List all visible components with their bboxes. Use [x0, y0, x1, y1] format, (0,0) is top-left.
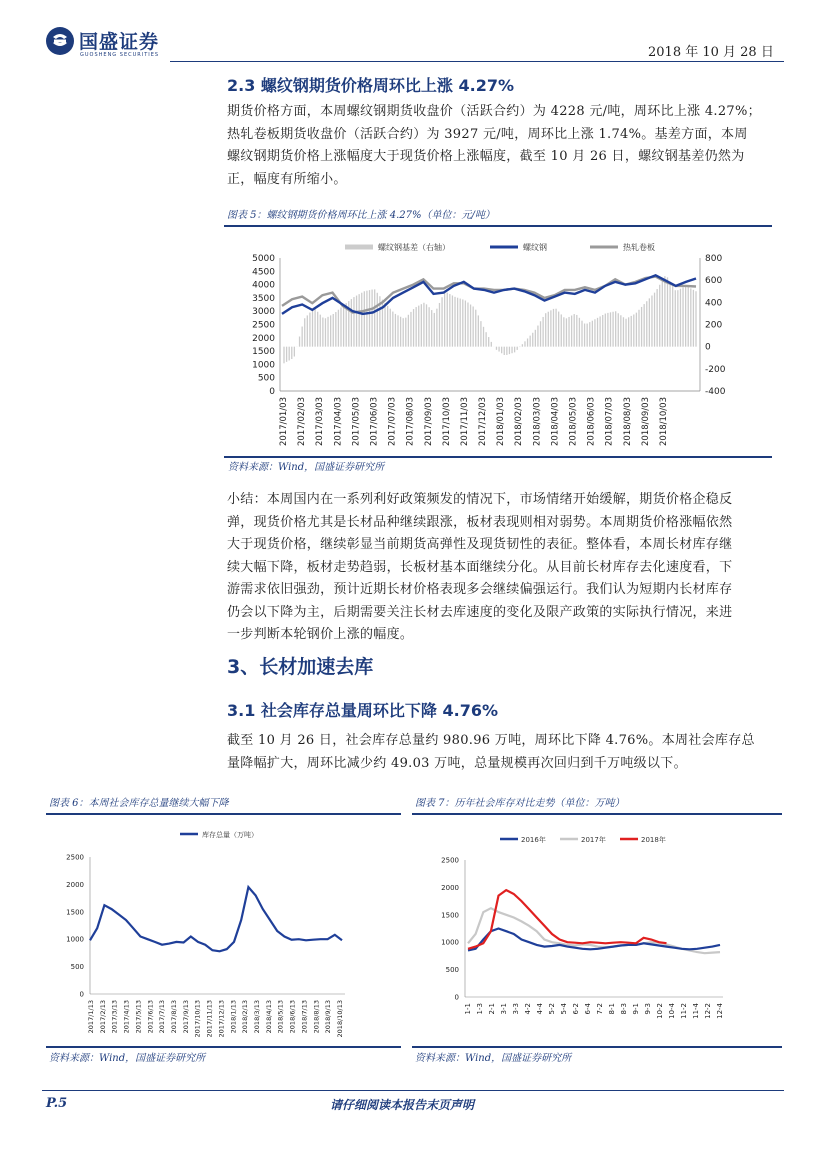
x-tick-label: 2017/03/03 — [315, 397, 326, 446]
para-line: 小结：本周国内在一系列利好政策频发的情况下，市场情绪开始缓解，期货价格企稳反 — [227, 492, 733, 507]
x-tick-label: 9-1 — [632, 1003, 640, 1015]
legend-label: 2016年 — [521, 836, 546, 844]
x-tick-label: 2018/6/13 — [288, 1000, 297, 1034]
x-tick-label: 2017/8/13 — [170, 1000, 178, 1034]
x-tick-label: 6-2 — [572, 1003, 580, 1015]
x-tick-label: 2018/2/13 — [241, 1000, 250, 1034]
x-tick-label: 2018/9/13 — [324, 1000, 333, 1034]
y-left-tick-label: 1000 — [252, 360, 275, 371]
figure5-source: 资料来源：Wind，国盛证券研究所 — [228, 462, 385, 473]
x-tick-label: 10-4 — [668, 1003, 676, 1019]
y-tick-label: 1500 — [66, 908, 84, 917]
x-tick-label: 2018/1/13 — [229, 1000, 238, 1034]
x-tick-label: 5-4 — [560, 1003, 568, 1015]
x-tick-label: 2017/09/03 — [423, 397, 434, 446]
y-left-tick-label: 4500 — [252, 267, 275, 278]
x-tick-label: 2017/10/03 — [441, 397, 452, 446]
y-tick-label: 1000 — [441, 938, 459, 947]
x-tick-label: 2017/12/13 — [217, 1000, 226, 1038]
para-line: 截至 10 月 26 日，社会库存总量约 980.96 万吨，周环比下降 4.76%。本周社会库存总 — [227, 733, 755, 748]
x-tick-label: 11-4 — [692, 1003, 700, 1019]
y-right-tick-label: -200 — [705, 364, 726, 375]
section-3-title: 3、长材加速去库 — [227, 656, 374, 678]
y-left-tick-label: 500 — [257, 373, 275, 384]
report-date: 2018 年 10 月 28 日 — [648, 45, 774, 60]
x-tick-label: 2018/10/03 — [659, 397, 669, 446]
x-tick-label: 8-1 — [608, 1003, 616, 1015]
figure7-chart — [415, 822, 780, 1044]
x-tick-label: 2018/10/13 — [336, 1000, 344, 1038]
y-left-tick-label: 2500 — [252, 320, 275, 331]
y-tick-label: 0 — [79, 990, 84, 999]
x-tick-label: 2017/4/13 — [122, 1000, 131, 1034]
header-divider — [170, 61, 784, 62]
para-line: 螺纹钢期货价格上涨幅度大于现货价格上涨幅度，截至 10 月 26 日，螺纹钢基差仍然为 — [227, 149, 745, 164]
y-tick-label: 0 — [454, 993, 459, 1002]
y-right-tick-label: 200 — [705, 320, 723, 331]
x-tick-label: 4-4 — [536, 1003, 544, 1015]
x-tick-label: 11-2 — [680, 1003, 688, 1019]
x-tick-label: 10-2 — [656, 1003, 664, 1019]
x-tick-label: 2018/5/13 — [276, 1000, 285, 1034]
figure6-title: 图表 6：本周社会库存总量继续大幅下降 — [49, 798, 229, 809]
para-line: 量降幅扩大，周环比减少约 49.03 万吨，总量规模再次回归到千万吨级以下。 — [227, 755, 687, 771]
logo-name: 国盛证券 — [79, 31, 160, 53]
logo-english: GUOSHENG SECURITIES — [80, 52, 160, 58]
x-tick-label: 3-3 — [512, 1003, 520, 1015]
x-tick-label: 2017/01/03 — [279, 397, 289, 446]
x-tick-label: 6-4 — [584, 1003, 592, 1015]
y-tick-label: 2000 — [66, 880, 84, 889]
y-right-tick-label: 400 — [705, 298, 723, 309]
legend-label: 2018年 — [641, 836, 666, 844]
x-tick-label: 2018/09/03 — [640, 397, 651, 446]
footer-notice: 请仔细阅读本报告末页声明 — [330, 1098, 475, 1112]
x-tick-label: 2018/7/13 — [300, 1000, 309, 1034]
x-tick-label: 2018/03/03 — [532, 397, 543, 446]
figure5-chart — [230, 236, 770, 456]
x-tick-label: 2017/9/13 — [181, 1000, 190, 1034]
y-tick-label: 2000 — [441, 883, 459, 892]
x-tick-label: 2018/01/03 — [496, 397, 507, 446]
figure6-chart — [50, 822, 400, 1044]
legend-label: 库存总量（万吨） — [202, 831, 258, 839]
x-tick-label: 2017/07/03 — [387, 397, 398, 446]
figure6-top-rule — [46, 813, 401, 815]
x-tick-label: 2017/06/03 — [369, 397, 380, 446]
year-line-0 — [468, 929, 720, 951]
y-tick-label: 2500 — [66, 853, 84, 862]
y-right-tick-label: 0 — [705, 342, 711, 353]
x-tick-label: 2017/5/13 — [134, 1000, 143, 1034]
x-tick-label: 2018/8/13 — [312, 1000, 321, 1034]
y-tick-label: 500 — [70, 963, 84, 972]
y-tick-label: 500 — [445, 966, 459, 975]
x-tick-label: 1-3 — [476, 1003, 484, 1015]
inventory-line — [90, 887, 342, 951]
legend-label: 螺纹钢 — [523, 243, 547, 252]
para-line: 弹，现货价格尤其是长材品种继续跟涨，板材表现则相对弱势。本周期货价格涨幅依然 — [227, 514, 733, 530]
y-left-tick-label: 0 — [269, 387, 275, 397]
x-tick-label: 2017/05/03 — [351, 397, 362, 446]
figure7-title: 图表 7：历年社会库存对比走势（单位：万吨） — [415, 798, 625, 809]
x-tick-label: 3-1 — [500, 1003, 508, 1015]
y-left-tick-label: 2000 — [252, 333, 275, 344]
para-line: 正，幅度有所缩小。 — [227, 171, 347, 187]
x-tick-label: 2018/02/03 — [514, 397, 525, 446]
year-line-2 — [468, 890, 667, 949]
x-tick-label: 7-2 — [596, 1003, 604, 1015]
y-left-tick-label: 1500 — [252, 347, 275, 358]
x-tick-label: 2017/12/03 — [478, 397, 489, 446]
figure6-source: 资料来源：Wind，国盛证券研究所 — [49, 1053, 206, 1064]
x-tick-label: 2017/02/03 — [297, 397, 308, 446]
para-line: 一步判断本轮钢价上涨的幅度。 — [227, 627, 414, 642]
x-tick-label: 2018/08/03 — [622, 397, 633, 446]
x-tick-label: 2017/6/13 — [146, 1000, 155, 1034]
x-tick-label: 2017/3/13 — [110, 1000, 119, 1034]
section-3-1-title: 3.1 社会库存总量周环比下降 4.76% — [227, 701, 498, 720]
y-right-tick-label: 600 — [705, 276, 723, 287]
x-tick-label: 2017/04/03 — [333, 397, 344, 446]
legend-label: 螺纹钢基差（右轴） — [378, 243, 450, 252]
x-tick-label: 4-2 — [524, 1003, 532, 1015]
x-tick-label: 2017/10/13 — [193, 1000, 202, 1038]
x-tick-label: 2017/2/13 — [98, 1000, 107, 1034]
y-tick-label: 1000 — [66, 935, 84, 944]
para-line: 续大幅下降，板材走势趋弱，长板材基本面继续分化。从目前长材库存去化速度看，下 — [227, 559, 733, 575]
legend-label: 2017年 — [581, 836, 606, 844]
footer-divider — [42, 1090, 784, 1091]
y-left-tick-label: 5000 — [252, 254, 275, 264]
x-tick-label: 2017/1/13 — [87, 1000, 95, 1034]
y-right-tick-label: 800 — [705, 254, 723, 264]
y-tick-label: 2500 — [441, 856, 459, 865]
para-line: 大于现货价格，继续彰显当前期货高弹性及现货韧性的表征。整体看，本周长材库存继 — [227, 537, 733, 552]
figure5-title: 图表 5：螺纹钢期货价格周环比上涨 4.27%（单位：元/吨） — [227, 210, 495, 221]
x-tick-label: 2017/08/03 — [405, 397, 416, 446]
section-2-3-title: 2.3 螺纹钢期货价格周环比上涨 4.27% — [227, 76, 514, 95]
x-tick-label: 2017/11/13 — [205, 1000, 214, 1038]
logo-icon — [45, 26, 75, 56]
y-left-tick-label: 3500 — [252, 293, 275, 304]
x-tick-label: 1-1 — [464, 1003, 472, 1015]
x-tick-label: 12-4 — [716, 1003, 724, 1019]
x-tick-label: 2-1 — [488, 1003, 496, 1015]
summary-paragraph — [227, 489, 787, 647]
figure7-source: 资料来源：Wind，国盛证券研究所 — [415, 1053, 572, 1064]
figure5-top-rule — [224, 225, 772, 227]
x-tick-label: 8-3 — [620, 1003, 628, 1015]
x-tick-label: 12-2 — [704, 1003, 712, 1019]
x-tick-label: 2018/05/03 — [568, 397, 579, 446]
section-3-1-paragraph — [227, 730, 787, 775]
x-tick-label: 9-3 — [644, 1003, 652, 1015]
y-right-tick-label: -400 — [705, 387, 726, 397]
x-tick-label: 5-2 — [548, 1003, 556, 1015]
x-tick-label: 2017/11/03 — [459, 397, 470, 446]
figure6-bottom-rule — [46, 1046, 401, 1048]
legend-label: 热轧卷板 — [623, 243, 655, 252]
y-tick-label: 1500 — [441, 911, 459, 920]
section-2-3-paragraph — [227, 101, 787, 191]
page-number: P.5 — [46, 1096, 68, 1111]
x-tick-label: 2018/06/03 — [586, 397, 597, 446]
para-line: 期货价格方面，本周螺纹钢期货收盘价（活跃合约）为 4228 元/吨，周环比上涨 4.27%； — [227, 104, 761, 119]
figure7-bottom-rule — [412, 1046, 782, 1048]
x-tick-label: 2017/7/13 — [158, 1000, 167, 1034]
hrc-line — [282, 277, 696, 313]
figure7-top-rule — [412, 813, 782, 815]
x-tick-label: 2018/04/03 — [550, 397, 561, 446]
y-left-tick-label: 3000 — [252, 307, 275, 318]
header — [0, 0, 827, 62]
para-line: 仍会以下降为主，后期需要关注长材去库速度的变化及限产政策的实际执行情况，来进 — [227, 604, 733, 620]
x-tick-label: 2018/07/03 — [604, 397, 615, 446]
x-tick-label: 2018/4/13 — [264, 1000, 273, 1034]
x-tick-label: 2018/3/13 — [253, 1000, 261, 1034]
para-line: 热轧卷板期货收盘价（活跃合约）为 3927 元/吨，周环比上涨 1.74%。基差方面，本周 — [227, 126, 748, 142]
para-line: 游需求依旧强劲，预计近期长材价格表现多会继续偏强运行。我们认为短期内长材库存 — [227, 582, 733, 597]
y-left-tick-label: 4000 — [252, 280, 275, 291]
